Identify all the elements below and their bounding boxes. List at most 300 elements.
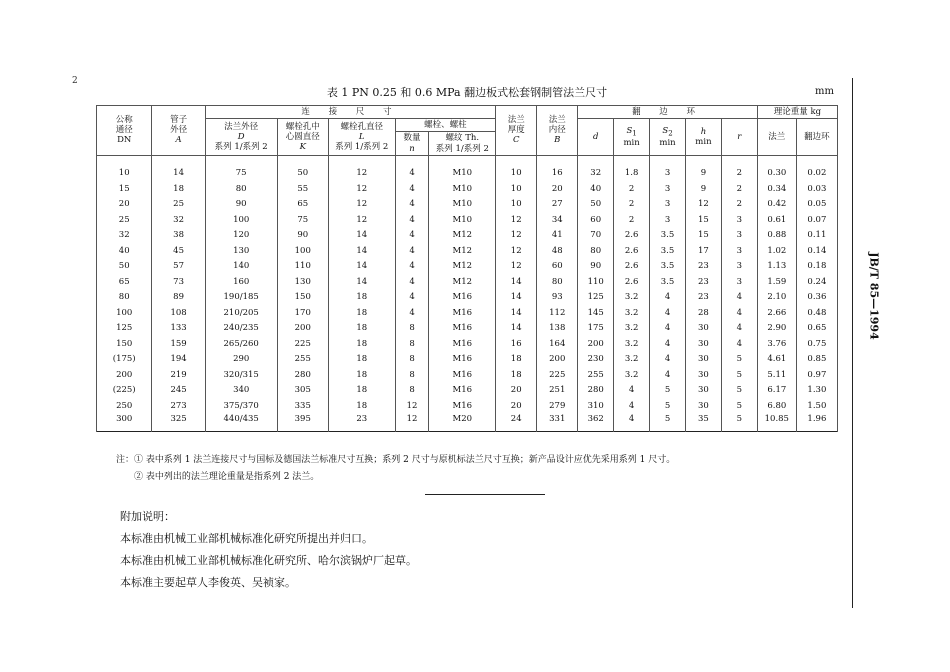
spacer-cell	[395, 155, 429, 166]
table-cell: 6.17	[757, 383, 796, 399]
table-cell: 14	[496, 290, 537, 306]
unit-label: mm	[815, 86, 834, 97]
table-row	[97, 228, 838, 244]
table-cell: M16	[429, 398, 496, 414]
table-cell: 219	[152, 367, 205, 383]
table-cell: 0.97	[796, 367, 837, 383]
table-cell: 1.02	[757, 243, 796, 259]
flange-dimension-table	[96, 105, 838, 432]
table-cell: 10	[496, 166, 537, 182]
table-cell: 5	[721, 414, 757, 432]
table-cell: 75	[277, 212, 328, 228]
table-cell: 340	[205, 383, 277, 399]
table-cell: 80	[97, 290, 152, 306]
table-cell: 23	[685, 274, 721, 290]
table-cell: 194	[152, 352, 205, 368]
table-cell: 9	[685, 166, 721, 182]
table-cell: 0.11	[796, 228, 837, 244]
table-cell: 4	[721, 336, 757, 352]
table-cell: 100	[97, 305, 152, 321]
spacer-cell	[429, 155, 496, 166]
table-cell: 20	[97, 197, 152, 213]
table-cell: 30	[685, 321, 721, 337]
header-flange-thickness: 法兰 厚度 C	[496, 106, 537, 156]
spacer-cell	[796, 155, 837, 166]
table-cell: 20	[496, 383, 537, 399]
table-row	[97, 383, 838, 399]
note-1: 注：① 表中系列 1 法兰连接尺寸与国标及德国法兰标准尺寸互换；系列 2 尺寸与原机标法兰尺寸互换；新产品设计应优先采用系列 1 尺寸。	[116, 455, 676, 465]
table-cell: 90	[578, 259, 614, 275]
table-cell: 8	[395, 383, 429, 399]
table-cell: 200	[97, 367, 152, 383]
additional-notes	[120, 506, 417, 594]
table-cell: 73	[152, 274, 205, 290]
table-cell: 150	[277, 290, 328, 306]
table-cell: 3.2	[614, 321, 650, 337]
table-cell: 3.5	[650, 228, 686, 244]
table-cell: 28	[685, 305, 721, 321]
table-cell: 5	[650, 383, 686, 399]
table-cell: 133	[152, 321, 205, 337]
table-cell: 164	[537, 336, 578, 352]
table-cell: 4	[650, 305, 686, 321]
table-cell: 3.2	[614, 367, 650, 383]
table-cell: 230	[578, 352, 614, 368]
table-cell: 100	[205, 212, 277, 228]
table-cell: 1.13	[757, 259, 796, 275]
table-cell: 4	[614, 398, 650, 414]
table-row	[97, 197, 838, 213]
table-cell: 25	[97, 212, 152, 228]
table-cell: 108	[152, 305, 205, 321]
page-number-mark: 2	[72, 76, 78, 86]
table-cell: 3	[721, 228, 757, 244]
table-cell: 8	[395, 336, 429, 352]
table-cell: 225	[537, 367, 578, 383]
table-cell: 3	[721, 243, 757, 259]
table-cell: 5	[721, 367, 757, 383]
table-cell: 55	[277, 181, 328, 197]
table-cell: 89	[152, 290, 205, 306]
table-cell: 273	[152, 398, 205, 414]
spacer-cell	[328, 155, 395, 166]
table-cell: 2.90	[757, 321, 796, 337]
table-cell: 0.65	[796, 321, 837, 337]
standard-code: JB/T 85—1994	[867, 252, 881, 340]
table-cell: 12	[496, 212, 537, 228]
table-cell: 5	[650, 398, 686, 414]
table-cell: 12	[328, 212, 395, 228]
table-row	[97, 352, 838, 368]
spacer-cell	[496, 155, 537, 166]
table-cell: 25	[152, 197, 205, 213]
table-cell: 125	[97, 321, 152, 337]
addendum-line: 本标准由机械工业部机械标准化研究所提出并归口。	[120, 532, 373, 545]
table-cell: 210/205	[205, 305, 277, 321]
table-cell: 4	[650, 352, 686, 368]
table-cell: 140	[205, 259, 277, 275]
table-cell: 18	[496, 352, 537, 368]
table-row	[97, 166, 838, 182]
table-cell: 150	[97, 336, 152, 352]
table-cell: 12	[685, 197, 721, 213]
table-cell: 10.85	[757, 414, 796, 432]
table-cell: 3	[650, 212, 686, 228]
table-cell: 80	[537, 274, 578, 290]
table-cell: 3	[721, 259, 757, 275]
header-bolt-circle: 螺栓孔中 心圆直径 K	[277, 119, 328, 156]
table-row	[97, 181, 838, 197]
table-cell: 12	[395, 398, 429, 414]
table-cell: 2	[614, 212, 650, 228]
table-cell: 4	[721, 305, 757, 321]
table-cell: 3.76	[757, 336, 796, 352]
table-cell: M10	[429, 197, 496, 213]
table-cell: 18	[328, 398, 395, 414]
table-cell: 0.30	[757, 166, 796, 182]
table-cell: 0.24	[796, 274, 837, 290]
table-cell: 12	[496, 228, 537, 244]
table-cell: 2.6	[614, 259, 650, 275]
table-cell: 3	[650, 181, 686, 197]
table-cell: 255	[277, 352, 328, 368]
table-cell: 12	[496, 259, 537, 275]
table-cell: 80	[205, 181, 277, 197]
table-cell: M16	[429, 383, 496, 399]
table-cell: 2	[721, 197, 757, 213]
table-row	[97, 305, 838, 321]
table-cell: 320/315	[205, 367, 277, 383]
table-cell: 60	[578, 212, 614, 228]
header-bolts: 螺栓、螺柱	[395, 119, 496, 132]
table-row	[97, 212, 838, 228]
table-cell: 40	[97, 243, 152, 259]
table-cell: 4	[395, 181, 429, 197]
table-cell: M16	[429, 367, 496, 383]
table-cell: 32	[152, 212, 205, 228]
table-cell: 10	[97, 166, 152, 182]
table-cell: 145	[578, 305, 614, 321]
table-cell: 240/235	[205, 321, 277, 337]
table-cell: 159	[152, 336, 205, 352]
table-cell: 2.6	[614, 228, 650, 244]
header-h: h min	[685, 119, 721, 156]
table-cell: 18	[328, 367, 395, 383]
header-thread: 螺纹 Th. 系列 1/系列 2	[429, 132, 496, 155]
table-cell: 18	[496, 367, 537, 383]
table-cell: 4	[395, 212, 429, 228]
table-cell: 16	[496, 336, 537, 352]
table-cell: 90	[205, 197, 277, 213]
table-cell: 125	[578, 290, 614, 306]
table-cell: 35	[685, 414, 721, 432]
table-cell: 8	[395, 352, 429, 368]
table-cell: 30	[685, 367, 721, 383]
table-cell: 75	[205, 166, 277, 182]
table-cell: 130	[277, 274, 328, 290]
table-row	[97, 259, 838, 275]
table-cell: (175)	[97, 352, 152, 368]
table-cell: 14	[496, 321, 537, 337]
table-cell: 70	[578, 228, 614, 244]
table-cell: 3	[721, 274, 757, 290]
table-cell: 190/185	[205, 290, 277, 306]
table-notes	[116, 452, 675, 486]
header-pipe-od: 管子 外径 A	[152, 106, 205, 156]
table-cell: 4	[650, 367, 686, 383]
table-cell: 0.88	[757, 228, 796, 244]
table-cell: M12	[429, 274, 496, 290]
table-cell: 30	[685, 398, 721, 414]
table-row	[97, 398, 838, 414]
table-cell: 9	[685, 181, 721, 197]
table-cell: 305	[277, 383, 328, 399]
table-cell: 32	[97, 228, 152, 244]
table-cell: 110	[277, 259, 328, 275]
header-bolt-count: 数量 n	[395, 132, 429, 155]
table-cell: 18	[152, 181, 205, 197]
table-cell: 0.42	[757, 197, 796, 213]
table-cell: 60	[537, 259, 578, 275]
table-cell: 3.2	[614, 352, 650, 368]
table-cell: 0.36	[796, 290, 837, 306]
table-cell: 3.2	[614, 290, 650, 306]
table-cell: 18	[328, 383, 395, 399]
header-bolt-hole: 螺栓孔直径 L 系列 1/系列 2	[328, 119, 395, 156]
table-cell: 30	[685, 352, 721, 368]
spacer-row	[97, 155, 838, 166]
table-cell: 100	[277, 243, 328, 259]
table-cell: 23	[685, 259, 721, 275]
table-cell: M16	[429, 305, 496, 321]
header-ring-d: d	[578, 119, 614, 156]
table-cell: 335	[277, 398, 328, 414]
table-cell: 4	[650, 321, 686, 337]
table-cell: 4	[395, 197, 429, 213]
table-cell: 280	[578, 383, 614, 399]
table-cell: 5	[721, 383, 757, 399]
header-weight-flange: 法兰	[757, 119, 796, 156]
table-cell: 23	[328, 414, 395, 432]
table-body	[97, 155, 838, 431]
table-cell: 40	[578, 181, 614, 197]
table-cell: 440/435	[205, 414, 277, 432]
table-cell: 0.48	[796, 305, 837, 321]
spacer-cell	[578, 155, 614, 166]
table-cell: 5	[721, 352, 757, 368]
table-cell: 120	[205, 228, 277, 244]
table-cell: 30	[685, 336, 721, 352]
table-cell: 4	[395, 243, 429, 259]
table-cell: 1.59	[757, 274, 796, 290]
table-cell: 200	[277, 321, 328, 337]
table-cell: M10	[429, 166, 496, 182]
table-cell: 32	[578, 166, 614, 182]
spacer-cell	[721, 155, 757, 166]
table-cell: 41	[537, 228, 578, 244]
table-cell: 0.61	[757, 212, 796, 228]
table-cell: 225	[277, 336, 328, 352]
table-cell: 0.03	[796, 181, 837, 197]
table-cell: 255	[578, 367, 614, 383]
table-cell: 5	[721, 398, 757, 414]
spacer-cell	[685, 155, 721, 166]
table-cell: 112	[537, 305, 578, 321]
table-cell: 4	[395, 305, 429, 321]
table-cell: 15	[685, 228, 721, 244]
table-cell: 1.8	[614, 166, 650, 182]
table-cell: 279	[537, 398, 578, 414]
spacer-cell	[757, 155, 796, 166]
table-cell: 2	[721, 181, 757, 197]
table-cell: 4.61	[757, 352, 796, 368]
table-cell: 14	[328, 228, 395, 244]
table-row	[97, 290, 838, 306]
table-cell: 4	[395, 290, 429, 306]
table-cell: 280	[277, 367, 328, 383]
header-s2: $S_2$ min	[650, 119, 686, 156]
table-cell: 2	[721, 166, 757, 182]
table-cell: 3.5	[650, 259, 686, 275]
table-cell: 300	[97, 414, 152, 432]
table-cell: 4	[395, 274, 429, 290]
table-cell: M20	[429, 414, 496, 432]
table-cell: 0.75	[796, 336, 837, 352]
table-cell: 290	[205, 352, 277, 368]
table-cell: 1.30	[796, 383, 837, 399]
table-cell: 0.18	[796, 259, 837, 275]
table-cell: 14	[152, 166, 205, 182]
table-cell: 0.34	[757, 181, 796, 197]
section-divider	[425, 494, 545, 495]
table-cell: 362	[578, 414, 614, 432]
table-cell: 110	[578, 274, 614, 290]
table-row	[97, 367, 838, 383]
header-flange-bore: 法兰 内径 B	[537, 106, 578, 156]
table-cell: 4	[650, 290, 686, 306]
spacer-cell	[650, 155, 686, 166]
table-cell: 18	[328, 321, 395, 337]
note-2: ② 表中列出的法兰理论重量是指系列 2 法兰。	[134, 472, 320, 482]
table-cell: 14	[328, 274, 395, 290]
header-r: r	[721, 119, 757, 156]
table-cell: 251	[537, 383, 578, 399]
table-cell: 0.02	[796, 166, 837, 182]
table-cell: 12	[328, 197, 395, 213]
table-cell: 3.2	[614, 336, 650, 352]
table-cell: 2.10	[757, 290, 796, 306]
table-cell: 18	[328, 305, 395, 321]
table-cell: 5.11	[757, 367, 796, 383]
table-cell: 10	[496, 181, 537, 197]
table-cell: 18	[328, 290, 395, 306]
table-cell: M16	[429, 290, 496, 306]
table-cell: 310	[578, 398, 614, 414]
table-cell: 65	[97, 274, 152, 290]
spacer-cell	[152, 155, 205, 166]
table-cell: 130	[205, 243, 277, 259]
header-flange-od: 法兰外径 D 系列 1/系列 2	[205, 119, 277, 156]
header-lap-ring: 翻 边 环	[578, 106, 758, 119]
table-cell: 30	[685, 383, 721, 399]
table-cell: 24	[496, 414, 537, 432]
table-cell: 2	[614, 197, 650, 213]
margin-rule	[852, 78, 853, 608]
table-cell: 160	[205, 274, 277, 290]
table-cell: 3	[650, 197, 686, 213]
table-cell: 80	[578, 243, 614, 259]
table-row	[97, 414, 838, 432]
table-cell: 18	[328, 352, 395, 368]
header-connection-dims: 连 接 尺 寸	[205, 106, 495, 119]
table-cell: (225)	[97, 383, 152, 399]
table-cell: 14	[496, 305, 537, 321]
table-cell: 45	[152, 243, 205, 259]
table-cell: 170	[277, 305, 328, 321]
addendum-line: 本标准主要起草人李俊英、吴祯家。	[120, 576, 296, 589]
table-cell: 4	[395, 228, 429, 244]
table-cell: 1.50	[796, 398, 837, 414]
addendum-heading: 附加说明：	[120, 510, 175, 523]
table-cell: M16	[429, 336, 496, 352]
header-s1: $S_1$ min	[614, 119, 650, 156]
table-cell: 16	[537, 166, 578, 182]
table-cell: 14	[328, 243, 395, 259]
table-cell: 14	[328, 259, 395, 275]
table-cell: 265/260	[205, 336, 277, 352]
spacer-cell	[537, 155, 578, 166]
table-cell: 50	[277, 166, 328, 182]
header-dn: 公称 通径 DN	[97, 106, 152, 156]
table-cell: 250	[97, 398, 152, 414]
table-cell: 4	[721, 321, 757, 337]
table-cell: 0.85	[796, 352, 837, 368]
table-cell: M12	[429, 243, 496, 259]
table-cell: 50	[97, 259, 152, 275]
table-row	[97, 321, 838, 337]
table-cell: 23	[685, 290, 721, 306]
table-row	[97, 336, 838, 352]
table-cell: 2	[614, 181, 650, 197]
table-cell: 93	[537, 290, 578, 306]
table-cell: 4	[721, 290, 757, 306]
table-cell: 8	[395, 367, 429, 383]
table-cell: 18	[328, 336, 395, 352]
header-weight-ring: 翻边环	[796, 119, 837, 156]
table-cell: 4	[614, 414, 650, 432]
table-cell: 4	[395, 259, 429, 275]
table-cell: 20	[537, 181, 578, 197]
table-cell: 138	[537, 321, 578, 337]
addendum-line: 本标准由机械工业部机械标准化研究所、哈尔滨锅炉厂起草。	[120, 554, 417, 567]
table-cell: 57	[152, 259, 205, 275]
table-cell: 6.80	[757, 398, 796, 414]
table-row	[97, 274, 838, 290]
spacer-cell	[97, 155, 152, 166]
table-cell: 65	[277, 197, 328, 213]
table-cell: 15	[97, 181, 152, 197]
table-cell: 5	[650, 414, 686, 432]
table-cell: 245	[152, 383, 205, 399]
table-cell: M12	[429, 228, 496, 244]
table-cell: 3.5	[650, 243, 686, 259]
table-cell: 4	[650, 336, 686, 352]
table-cell: 38	[152, 228, 205, 244]
table-cell: 14	[496, 274, 537, 290]
table-cell: 90	[277, 228, 328, 244]
table-cell: M10	[429, 212, 496, 228]
table-cell: 3.2	[614, 305, 650, 321]
